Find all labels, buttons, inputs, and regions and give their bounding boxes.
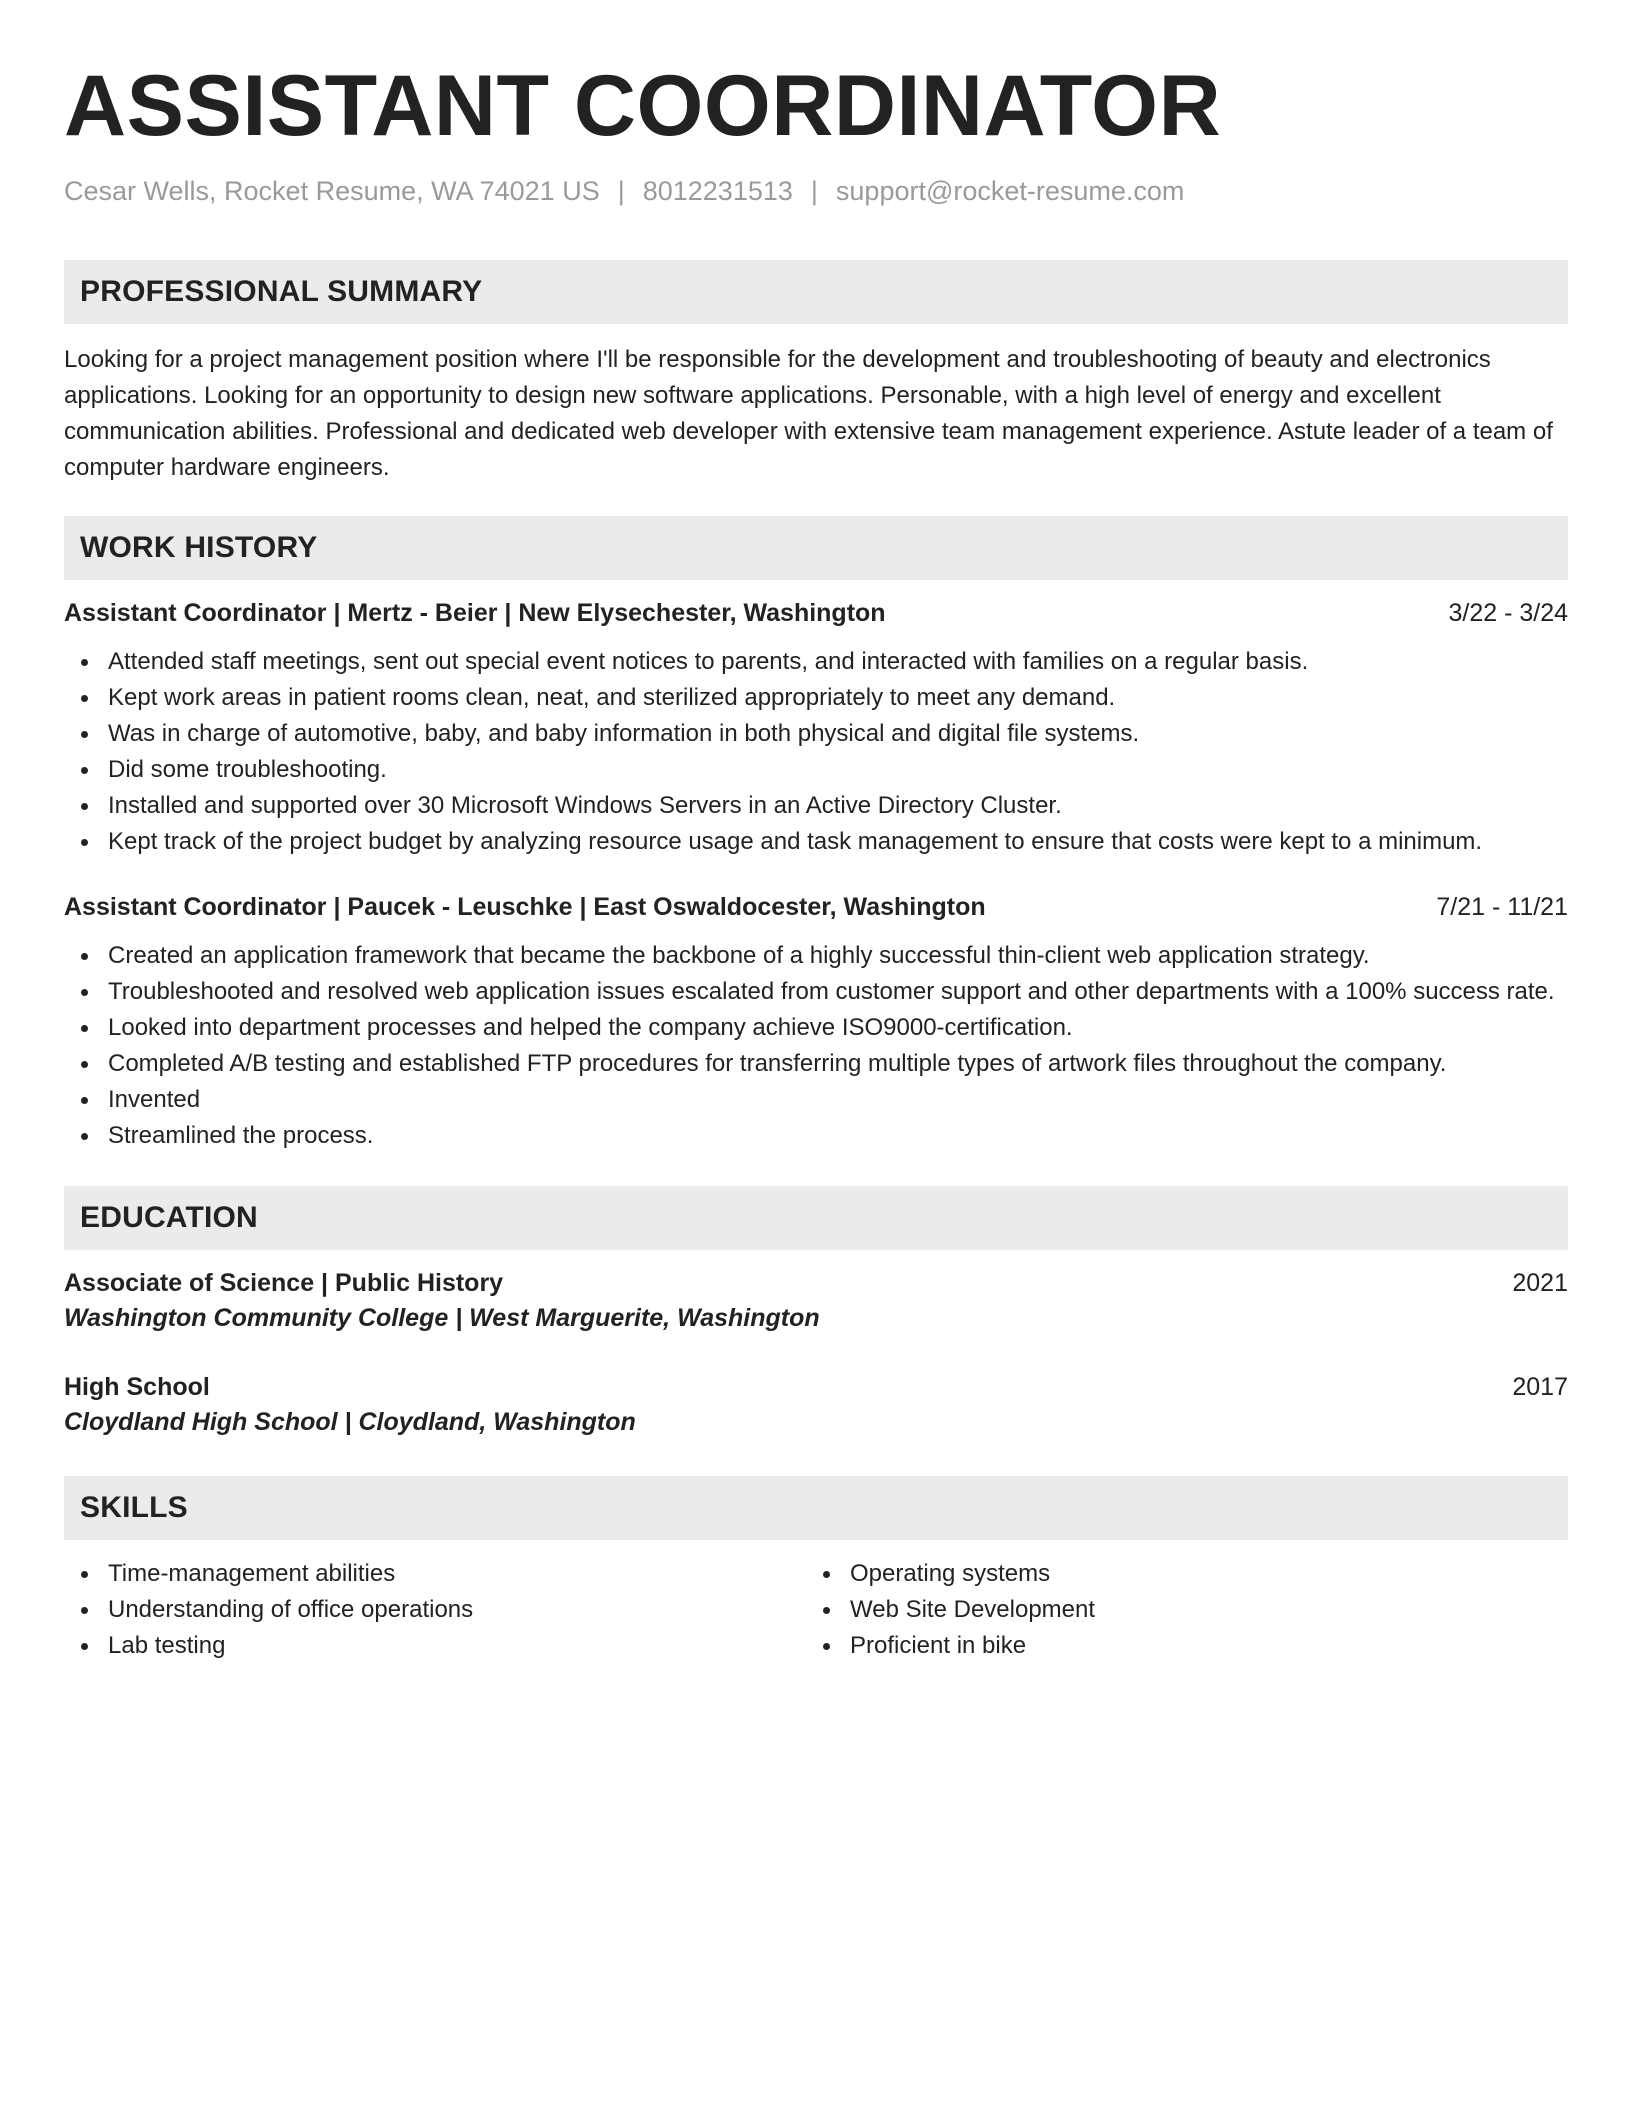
job-bullet: Installed and supported over 30 Microsoft Windows Servers in an Active Directory Cluster.	[64, 788, 1568, 824]
job-bullet: Invented	[64, 1082, 1568, 1118]
job-header	[64, 596, 1568, 630]
job-bullet: Streamlined the process.	[64, 1118, 1568, 1154]
job-bullet: Kept work areas in patient rooms clean, neat, and sterilized appropriately to meet any demand.	[64, 680, 1568, 716]
contact-separator: |	[617, 176, 625, 206]
education-entry	[64, 1266, 1568, 1336]
job-bullet: Attended staff meetings, sent out special event notices to parents, and interacted with families on a regular basis.	[64, 644, 1568, 680]
job-dates: 7/21 - 11/21	[1436, 893, 1568, 921]
education-institution: Washington Community College | West Marguerite, Washington	[64, 1304, 820, 1332]
job-bullets	[64, 938, 1568, 1154]
work-history-heading: WORK HISTORY	[64, 516, 1568, 580]
skills-bullets	[64, 1556, 806, 1664]
contact-line	[64, 174, 1568, 208]
skill-item: Understanding of office operations	[64, 1592, 806, 1628]
education-institution: Cloydland High School | Cloydland, Washington	[64, 1408, 636, 1436]
job-title: Assistant Coordinator | Paucek - Leuschke | East Oswaldocester, Washington	[64, 893, 986, 921]
skills-column-right	[806, 1556, 1548, 1664]
job-entry	[64, 890, 1568, 1154]
skills-heading: SKILLS	[64, 1476, 1568, 1540]
skill-item: Proficient in bike	[806, 1628, 1548, 1664]
skill-item: Time-management abilities	[64, 1556, 806, 1592]
education-degree: Associate of Science | Public History	[64, 1269, 504, 1297]
education-entry	[64, 1370, 1568, 1440]
skill-item: Web Site Development	[806, 1592, 1548, 1628]
job-bullet: Created an application framework that became the backbone of a highly successful thin-client web application strategy.	[64, 938, 1568, 974]
skill-item: Operating systems	[806, 1556, 1548, 1592]
education-header	[64, 1266, 1568, 1300]
job-bullet: Kept track of the project budget by analyzing resource usage and task management to ensure that costs were kept to a minimum.	[64, 824, 1568, 860]
contact-separator: |	[810, 176, 818, 206]
education-header	[64, 1370, 1568, 1404]
skills-bullets	[806, 1556, 1548, 1664]
education-year: 2017	[1512, 1373, 1568, 1401]
job-entry	[64, 596, 1568, 860]
job-bullets	[64, 644, 1568, 860]
job-bullet: Troubleshooted and resolved web application issues escalated from customer support and other departments with a 100% success rate.	[64, 974, 1568, 1010]
job-bullet: Did some troubleshooting.	[64, 752, 1568, 788]
skill-item: Lab testing	[64, 1628, 806, 1664]
education-year: 2021	[1512, 1269, 1568, 1297]
job-header	[64, 890, 1568, 924]
job-bullet: Was in charge of automotive, baby, and baby information in both physical and digital file systems.	[64, 716, 1568, 752]
job-dates: 3/22 - 3/24	[1448, 599, 1568, 627]
education-degree: High School	[64, 1373, 210, 1401]
contact-email: support@rocket-resume.com	[835, 176, 1185, 206]
job-bullet: Looked into department processes and helped the company achieve ISO9000-certification.	[64, 1010, 1568, 1046]
education-heading: EDUCATION	[64, 1186, 1568, 1250]
job-title: Assistant Coordinator | Mertz - Beier | New Elysechester, Washington	[64, 599, 886, 627]
skills-column-left	[64, 1556, 806, 1664]
summary-text: Looking for a project management position where I'll be responsible for the development and troubleshooting of beauty and electronics applications. Looking for an opportunity to design new software applications. Personable, with a high level of energy and excellent communication abilities. Professional and dedicated web developer with extensive team management experience. Astute leader of a team of computer hardware engineers.	[64, 346, 1553, 481]
skills-list	[64, 1556, 1568, 1664]
summary-heading: PROFESSIONAL SUMMARY	[64, 260, 1568, 324]
job-bullet: Completed A/B testing and established FTP procedures for transferring multiple types of artwork files throughout the company.	[64, 1046, 1568, 1082]
resume-name: ASSISTANT COORDINATOR	[64, 58, 1222, 154]
contact-address: Cesar Wells, Rocket Resume, WA 74021 US	[64, 176, 600, 206]
contact-phone: 8012231513	[642, 176, 793, 206]
